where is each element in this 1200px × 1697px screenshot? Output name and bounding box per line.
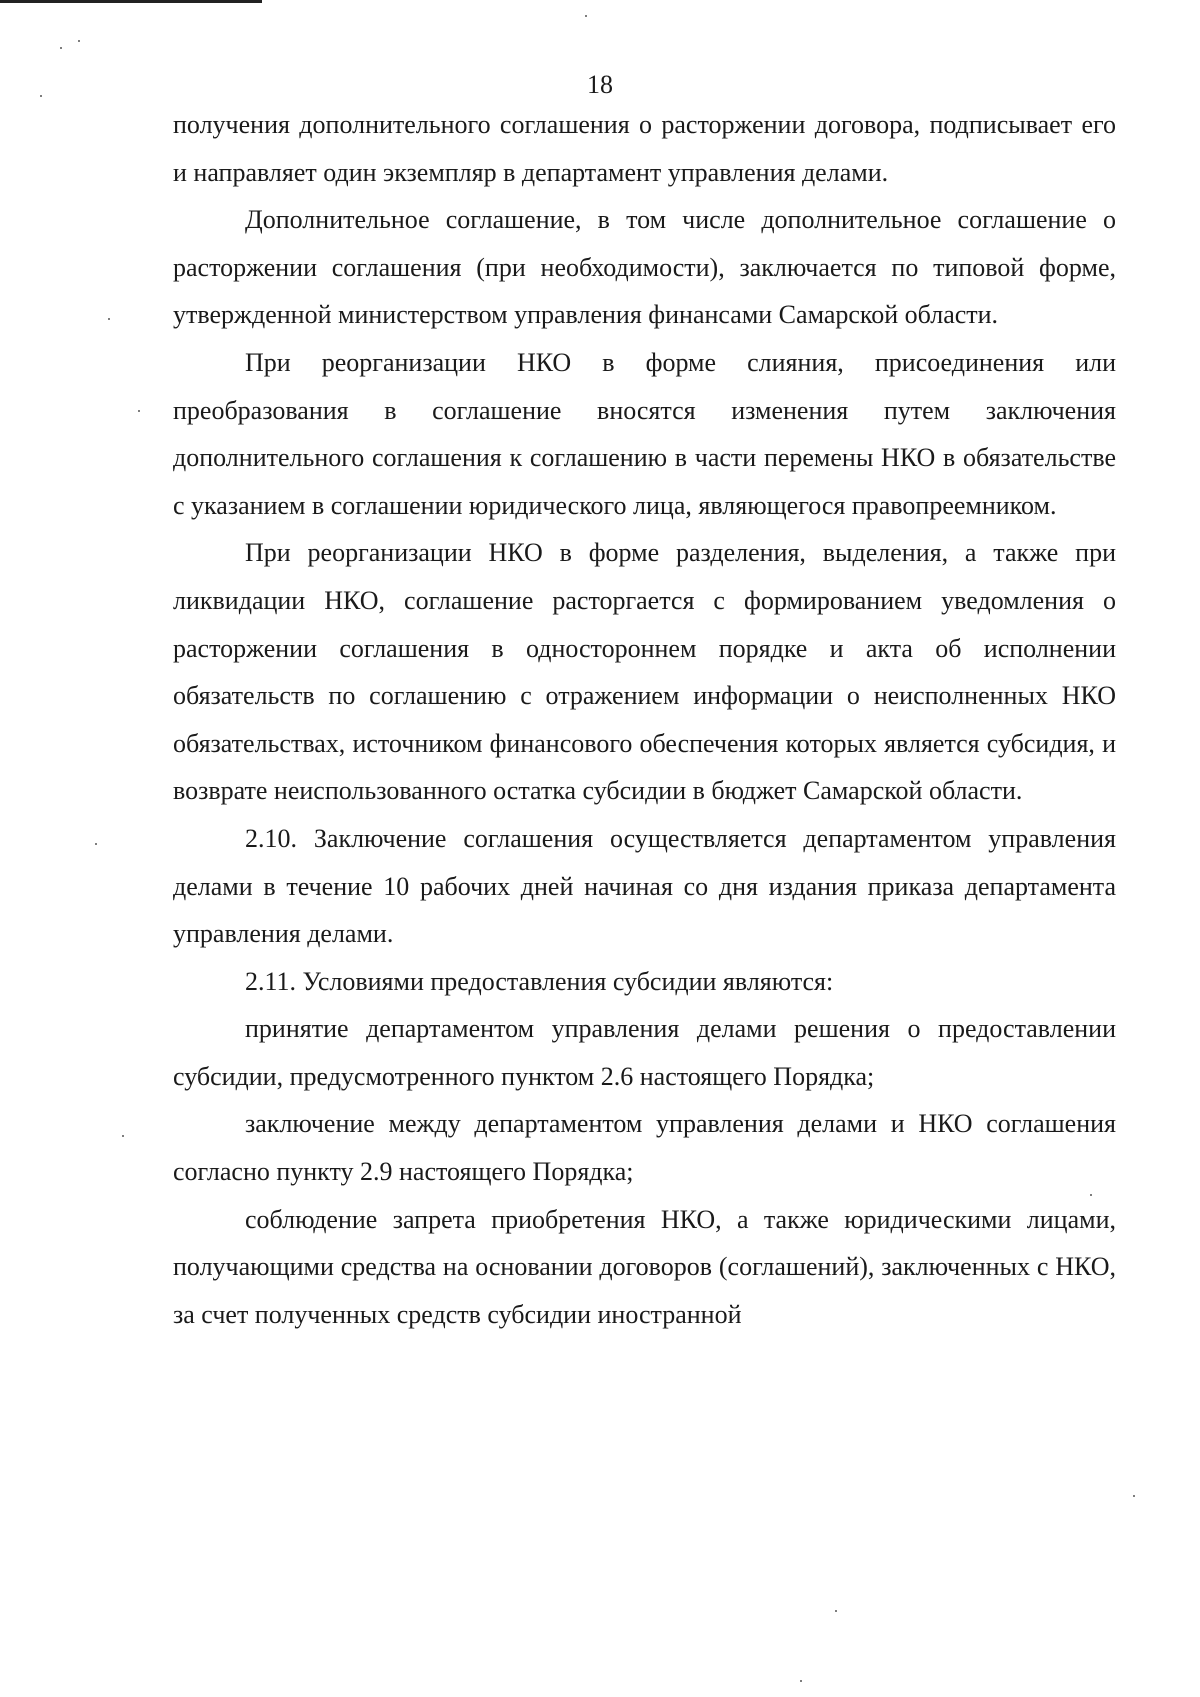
scan-speck — [835, 1610, 837, 1612]
scan-edge-mark — [0, 0, 262, 3]
scan-speck — [138, 410, 140, 412]
scan-speck — [60, 47, 62, 49]
scan-speck — [800, 1680, 802, 1682]
page-number: 18 — [587, 70, 613, 99]
paragraph-condition-prohibition: соблюдение запрета приобретения НКО, а также юридическими лицами, получающими средства на основании договоров (соглашений), заключенных с НКО, за счет полученных средств субсидии иностранной — [173, 1204, 1116, 1329]
scan-speck — [95, 843, 97, 845]
paragraph-reorganization-division: При реорганизации НКО в форме разделения, выделения, а также при ликвидации НКО, соглашение расторгается с формированием уведомления о расторжении соглашения в одностороннем порядке и акта об исполнении обязательств по соглашению с отражением информации о неисполненных НКО обязательствах, источником финансового обеспечения которых является субсидия, и возврате неиспользованного остатка субсидии в бюджет Самарской области. — [173, 538, 1116, 806]
scan-speck — [1090, 1194, 1092, 1196]
scan-speck — [1133, 1495, 1135, 1497]
paragraph-additional-agreement: Дополнительное соглашение, в том числе дополнительное соглашение о расторжении соглашения (при необходимости), заключается по типовой форме, утвержденной министерством управления финансами Самарской области. — [173, 205, 1116, 330]
paragraph-continuation: получения дополнительного соглашения о расторжении договора, подписывает его и направляет один экземпляр в департамент управления делами. — [173, 110, 1116, 187]
document-body — [173, 101, 1116, 1338]
paragraph-reorganization-merger: При реорганизации НКО в форме слияния, присоединения или преобразования в соглашение вносятся изменения путем заключения дополнительного соглашения к соглашению в части перемены НКО в обязательстве с указанием в соглашении юридического лица, являющегося правопреемником. — [173, 347, 1116, 520]
scan-speck — [122, 1135, 124, 1137]
scan-speck — [585, 15, 587, 17]
scan-speck — [78, 40, 80, 42]
scan-speck — [108, 318, 110, 320]
paragraph-clause-2-10: 2.10. Заключение соглашения осуществляется департаментом управления делами в течение 10 рабочих дней начиная со дня издания приказа департамента управления делами. — [173, 823, 1116, 949]
paragraph-clause-2-11: 2.11. Условиями предоставления субсидии являются: — [245, 966, 834, 996]
scan-speck — [40, 95, 42, 97]
paragraph-condition-decision: принятие департаментом управления делами решения о предоставлении субсидии, предусмотренного пунктом 2.6 настоящего Порядка; — [173, 1014, 1116, 1091]
paragraph-condition-agreement: заключение между департаментом управления делами и НКО соглашения согласно пункту 2.9 настоящего Порядка; — [173, 1109, 1116, 1187]
